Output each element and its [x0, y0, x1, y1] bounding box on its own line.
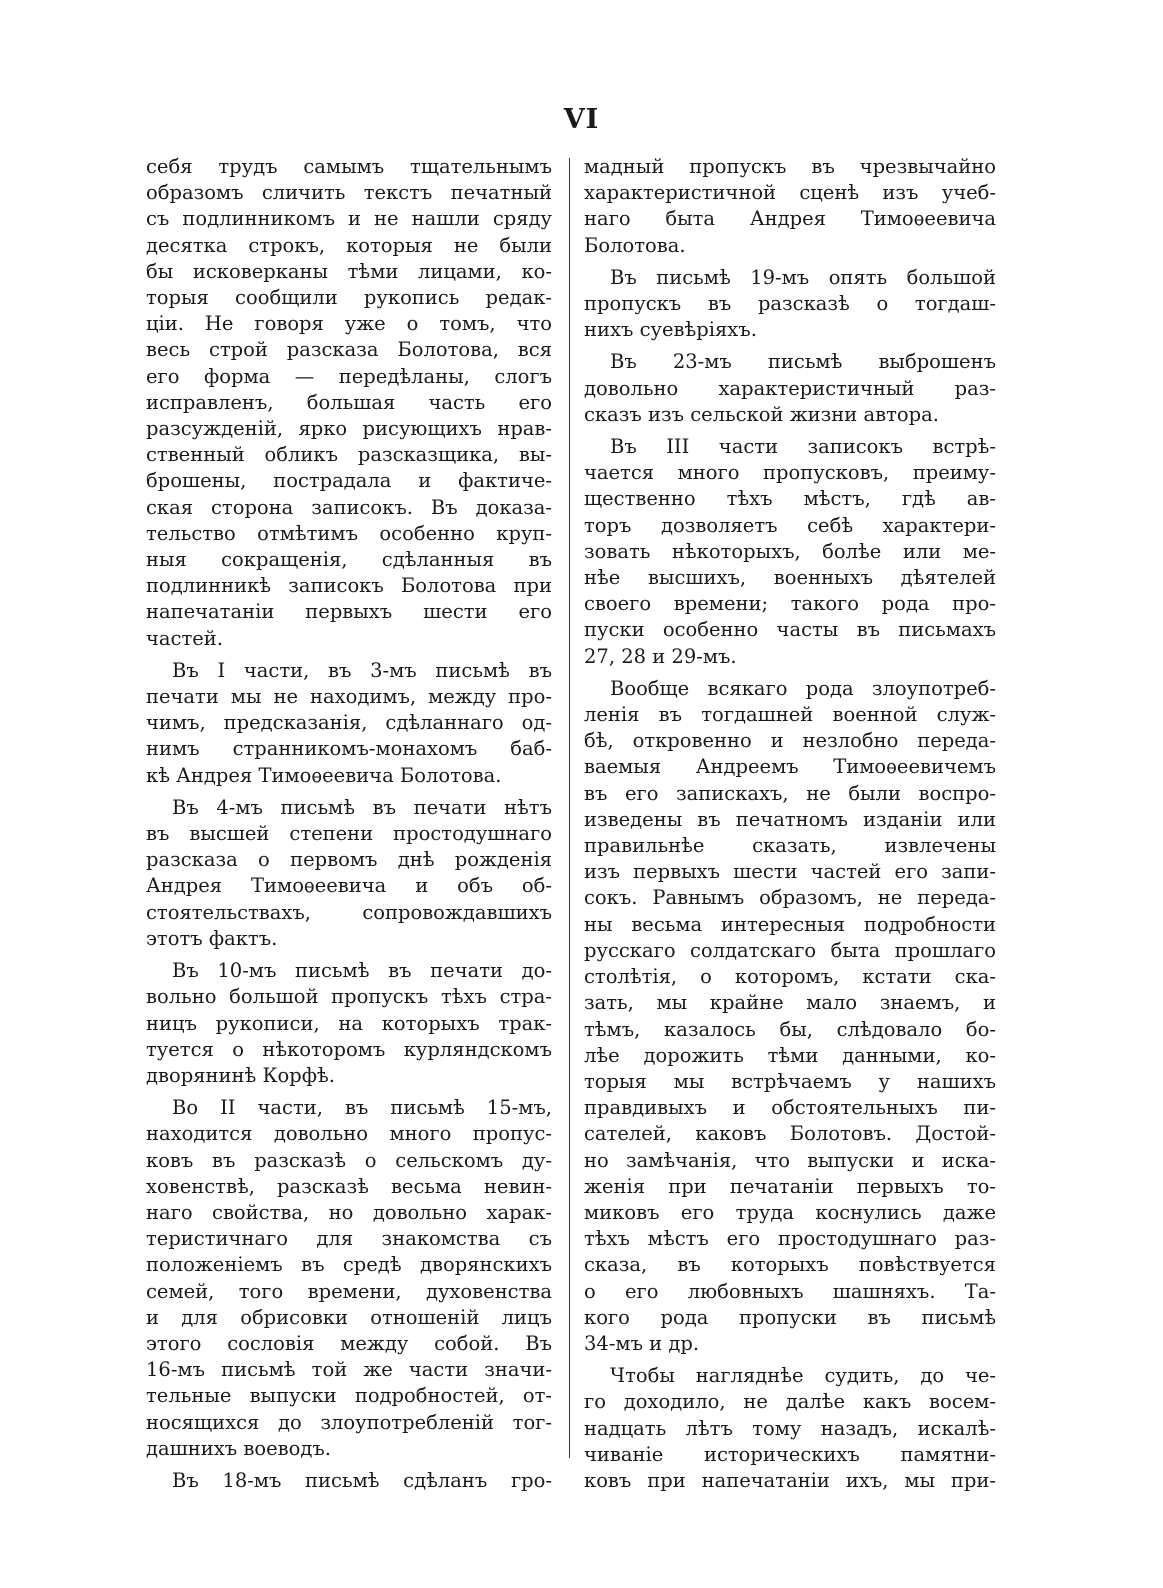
text-line: Вообще всякаго рода злоупотреб- — [610, 676, 996, 700]
text-line: зовать нѣкоторыхъ, болѣе или ме- — [584, 539, 996, 563]
text-line: положеніемъ въ средѣ дворянскихъ — [146, 1253, 552, 1277]
text-line: туется о нѣкоторомъ курляндскомъ — [146, 1037, 552, 1061]
right-column — [584, 154, 996, 1494]
text-line: щественно тѣхъ мѣстъ, гдѣ ав- — [584, 487, 996, 511]
text-line: довольно характеристичный раз- — [584, 376, 996, 400]
text-line: тѣхъ мѣстъ его простодушнаго раз- — [584, 1227, 996, 1251]
text-line: кѣ Андрея Тимоѳеевича Болотова. — [146, 763, 502, 787]
text-line: торъ дозволяетъ себѣ характери- — [584, 513, 996, 537]
text-line: ницъ рукописи, на которыхъ трак- — [146, 1011, 552, 1035]
text-line: съ подлинникомъ и не нашли сряду — [146, 207, 552, 231]
text-line: нимъ странникомъ-монахомъ баб- — [146, 737, 552, 761]
text-line: исправленъ, большая часть его — [146, 390, 552, 414]
text-line: образомъ сличить текстъ печатный — [146, 181, 552, 205]
text-line: разсужденій, ярко рисующихъ нрав- — [146, 417, 552, 441]
text-line: 34-мъ и др. — [584, 1331, 700, 1355]
text-line: русскаго солдатскаго быта прошлаго — [584, 938, 996, 962]
text-line: характеристичной сценѣ изъ учеб- — [584, 181, 996, 205]
text-line: теристичнаго для знакомства съ — [146, 1227, 552, 1251]
text-line: Въ письмѣ 19-мъ опять большой — [610, 265, 996, 289]
text-line: тѣмъ, казалось бы, слѣдовало бо- — [584, 1017, 996, 1041]
text-line: ская сторона записокъ. Въ доказа- — [146, 495, 552, 519]
text-line: бѣ, откровенно и незлобно переда- — [584, 729, 996, 753]
text-line: нѣе высшихъ, военныхъ дѣятелей — [584, 566, 996, 590]
text-line: о его любовныхъ шашняхъ. Та- — [584, 1279, 996, 1303]
text-line: чимъ, предсказанія, сдѣланнаго од- — [146, 711, 552, 735]
text-line: весь строй разсказа Болотова, вся — [146, 338, 552, 362]
text-line: кого рода пропуски въ письмѣ — [584, 1305, 996, 1329]
text-line: Въ III части записокъ встрѣ- — [610, 435, 996, 459]
text-line: носящихся до злоупотребленій тог- — [146, 1410, 552, 1434]
text-line: бы исковерканы тѣми лицами, ко- — [146, 259, 552, 283]
text-line: миковъ его труда коснулись даже — [584, 1200, 996, 1224]
text-line: напечатаніи первыхъ шести его — [146, 600, 552, 624]
text-line: подлинникѣ записокъ Болотова при — [146, 574, 552, 598]
text-line: Во II части, въ письмѣ 15-мъ, — [172, 1096, 552, 1120]
text-line: наго свойства, но довольно харак- — [146, 1200, 552, 1224]
text-line: сокъ. Равнымъ образомъ, не переда- — [584, 886, 996, 910]
text-line: сказъ изъ сельской жизни автора. — [584, 402, 939, 426]
text-line: нихъ суевѣріяхъ. — [584, 318, 757, 342]
text-line: въ высшей степени простодушнаго — [146, 822, 552, 846]
text-line: мадный пропускъ въ чрезвычайно — [584, 155, 996, 178]
text-line: семей, того времени, духовенства — [146, 1279, 552, 1303]
text-line: Въ 10-мъ письмѣ въ печати до- — [172, 959, 552, 983]
column-divider — [569, 158, 570, 1458]
text-line: правильнѣе сказать, извлечены — [584, 834, 996, 858]
text-line: своего времени; такого рода про- — [584, 592, 996, 616]
text-line: Чтобы нагляднѣе судить, до че- — [610, 1364, 996, 1388]
text-line: стоятельствахъ, сопровождавшихъ — [146, 900, 552, 924]
text-line: Въ 18-мъ письмѣ сдѣланъ гро- — [172, 1468, 552, 1492]
left-column — [146, 154, 552, 1494]
page-number: VI — [563, 104, 600, 135]
text-line: Андрея Тимоѳеевича и объ об- — [146, 874, 552, 898]
text-line: дашнихъ воеводъ. — [146, 1436, 331, 1460]
text-line: тельные выпуски подробностей, от- — [146, 1384, 552, 1408]
text-line: ленія въ тогдашней военной служ- — [584, 703, 996, 727]
text-line: го доходило, не далѣе какъ восем- — [584, 1390, 996, 1414]
text-line: этотъ фактъ. — [146, 926, 278, 950]
text-line: надцать лѣтъ тому назадъ, искалѣ- — [584, 1416, 996, 1440]
text-line: и для обрисовки отношеній лицъ — [146, 1305, 552, 1329]
text-line: но замѣчанія, что выпуски и иска- — [584, 1148, 996, 1172]
text-line: себя трудъ самымъ тщательнымъ — [146, 155, 552, 178]
text-line: пропускъ въ разсказѣ о тогдаш- — [584, 292, 996, 316]
text-line: лѣе дорожить тѣми данными, ко- — [584, 1043, 996, 1067]
text-line: чиваніе историческихъ памятни- — [584, 1442, 996, 1466]
text-line: въ его запискахъ, не были воспро- — [584, 781, 996, 805]
text-line: десятка строкъ, которыя не были — [146, 233, 552, 257]
text-line: торыя сообщили рукопись редак- — [146, 286, 552, 310]
text-line: ціи. Не говоря уже о томъ, что — [146, 312, 552, 336]
text-line: правдивыхъ и обстоятельныхъ пи- — [584, 1096, 996, 1120]
text-line: изъ первыхъ шести частей его запи- — [584, 860, 996, 884]
text-line: печати мы не находимъ, между про- — [146, 685, 552, 709]
text-line: изведены въ печатномъ изданіи или — [584, 807, 996, 831]
text-line: пуски особенно часты въ письмахъ — [584, 618, 996, 642]
text-line: 16-мъ письмѣ той же части значи- — [146, 1358, 552, 1382]
text-line: ховенствѣ, разсказѣ весьма невин- — [146, 1174, 552, 1198]
text-line: Болотова. — [584, 233, 686, 257]
text-line: сателей, каковъ Болотовъ. Достой- — [584, 1122, 996, 1146]
text-line: ны весьма интересныя подробности — [584, 912, 996, 936]
text-line: брошены, пострадала и фактиче- — [146, 469, 552, 493]
text-line: ковъ при напечатаніи ихъ, мы при- — [584, 1468, 996, 1492]
text-line: столѣтія, о которомъ, кстати ска- — [584, 965, 996, 989]
text-line: тельство отмѣтимъ особенно круп- — [146, 521, 552, 545]
text-line: ныя сокращенія, сдѣланныя въ — [146, 548, 552, 572]
text-line: ковъ въ разсказѣ о сельскомъ ду- — [146, 1148, 552, 1172]
text-line: Въ 4-мъ письмѣ въ печати нѣтъ — [172, 795, 552, 819]
text-line: наго быта Андрея Тимоѳеевича — [584, 207, 996, 231]
text-line: ственный обликъ разсказщика, вы- — [146, 443, 552, 467]
text-line: торыя мы встрѣчаемъ у нашихъ — [584, 1069, 996, 1093]
text-line: частей. — [146, 626, 223, 650]
text-line: Въ I части, въ 3-мъ письмѣ въ — [172, 658, 552, 682]
text-line: ваемыя Андреемъ Тимоѳеевичемъ — [584, 755, 996, 779]
text-line: зать, мы крайне мало знаемъ, и — [584, 991, 996, 1015]
text-line: женія при печатаніи первыхъ то- — [584, 1174, 996, 1198]
text-line: Въ 23-мъ письмѣ выброшенъ — [610, 350, 996, 374]
text-line: этого сословія между собой. Въ — [146, 1331, 552, 1355]
text-line: его форма — передѣланы, слогъ — [146, 364, 552, 388]
text-line: разсказа о первомъ днѣ рожденія — [146, 848, 552, 872]
text-line: чается много пропусковъ, преиму- — [584, 461, 996, 485]
text-line: находится довольно много пропус- — [146, 1122, 552, 1146]
text-line: вольно большой пропускъ тѣхъ стра- — [146, 985, 552, 1009]
text-line: дворянинѣ Корфѣ. — [146, 1063, 335, 1087]
text-line: сказа, въ которыхъ повѣствуется — [584, 1253, 996, 1277]
text-line: 27, 28 и 29-мъ. — [584, 644, 737, 668]
